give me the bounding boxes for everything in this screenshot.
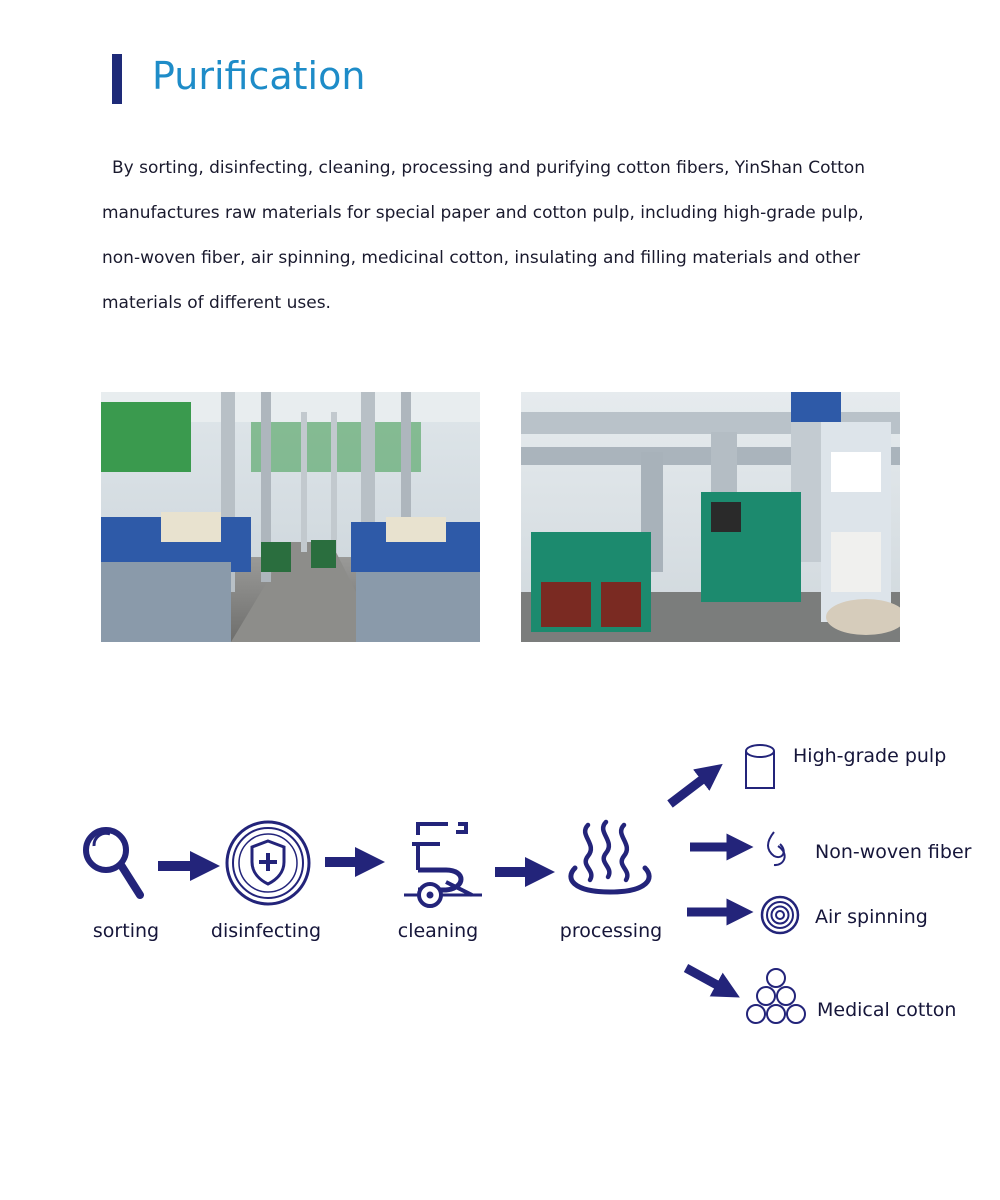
step-label-processing: processing [559, 920, 663, 942]
arrow-icon [686, 968, 728, 991]
step-label-disinfecting: disinfecting [210, 920, 322, 942]
output-label-pulp: High-grade pulp [793, 745, 947, 767]
pulp-roll-icon [746, 745, 774, 788]
yarn-spiral-icon [762, 897, 798, 933]
step-label-cleaning: cleaning [397, 920, 479, 942]
cleaning-machine-icon [404, 824, 482, 906]
steam-icon [571, 822, 649, 892]
page-title: Purification [152, 54, 366, 98]
process-flow-diagram [0, 720, 1000, 1050]
output-label-medical: Medical cotton [817, 999, 957, 1021]
intro-paragraph: By sorting, disinfecting, cleaning, processing and purifying cotton fibers, YinShan Cotton manufactures raw materials for special paper and cotton pulp, including high-grade pulp, non-woven fiber, air spinning, medicinal cotton, insulating and filling materials and other materials of different uses. [102, 158, 865, 313]
fiber-drop-icon [768, 832, 785, 865]
shield-icon [227, 822, 309, 904]
title-accent-bar [112, 54, 122, 104]
cotton-balls-icon [747, 969, 805, 1023]
factory-photo-cleaning-line [521, 392, 900, 642]
step-label-sorting: sorting [92, 920, 160, 942]
output-label-nonwoven: Non-woven fiber [815, 841, 972, 863]
output-label-airspinning: Air spinning [815, 906, 928, 928]
magnifier-icon [86, 830, 140, 895]
arrow-icon [670, 772, 712, 804]
factory-photo-carding-hall [101, 392, 480, 642]
